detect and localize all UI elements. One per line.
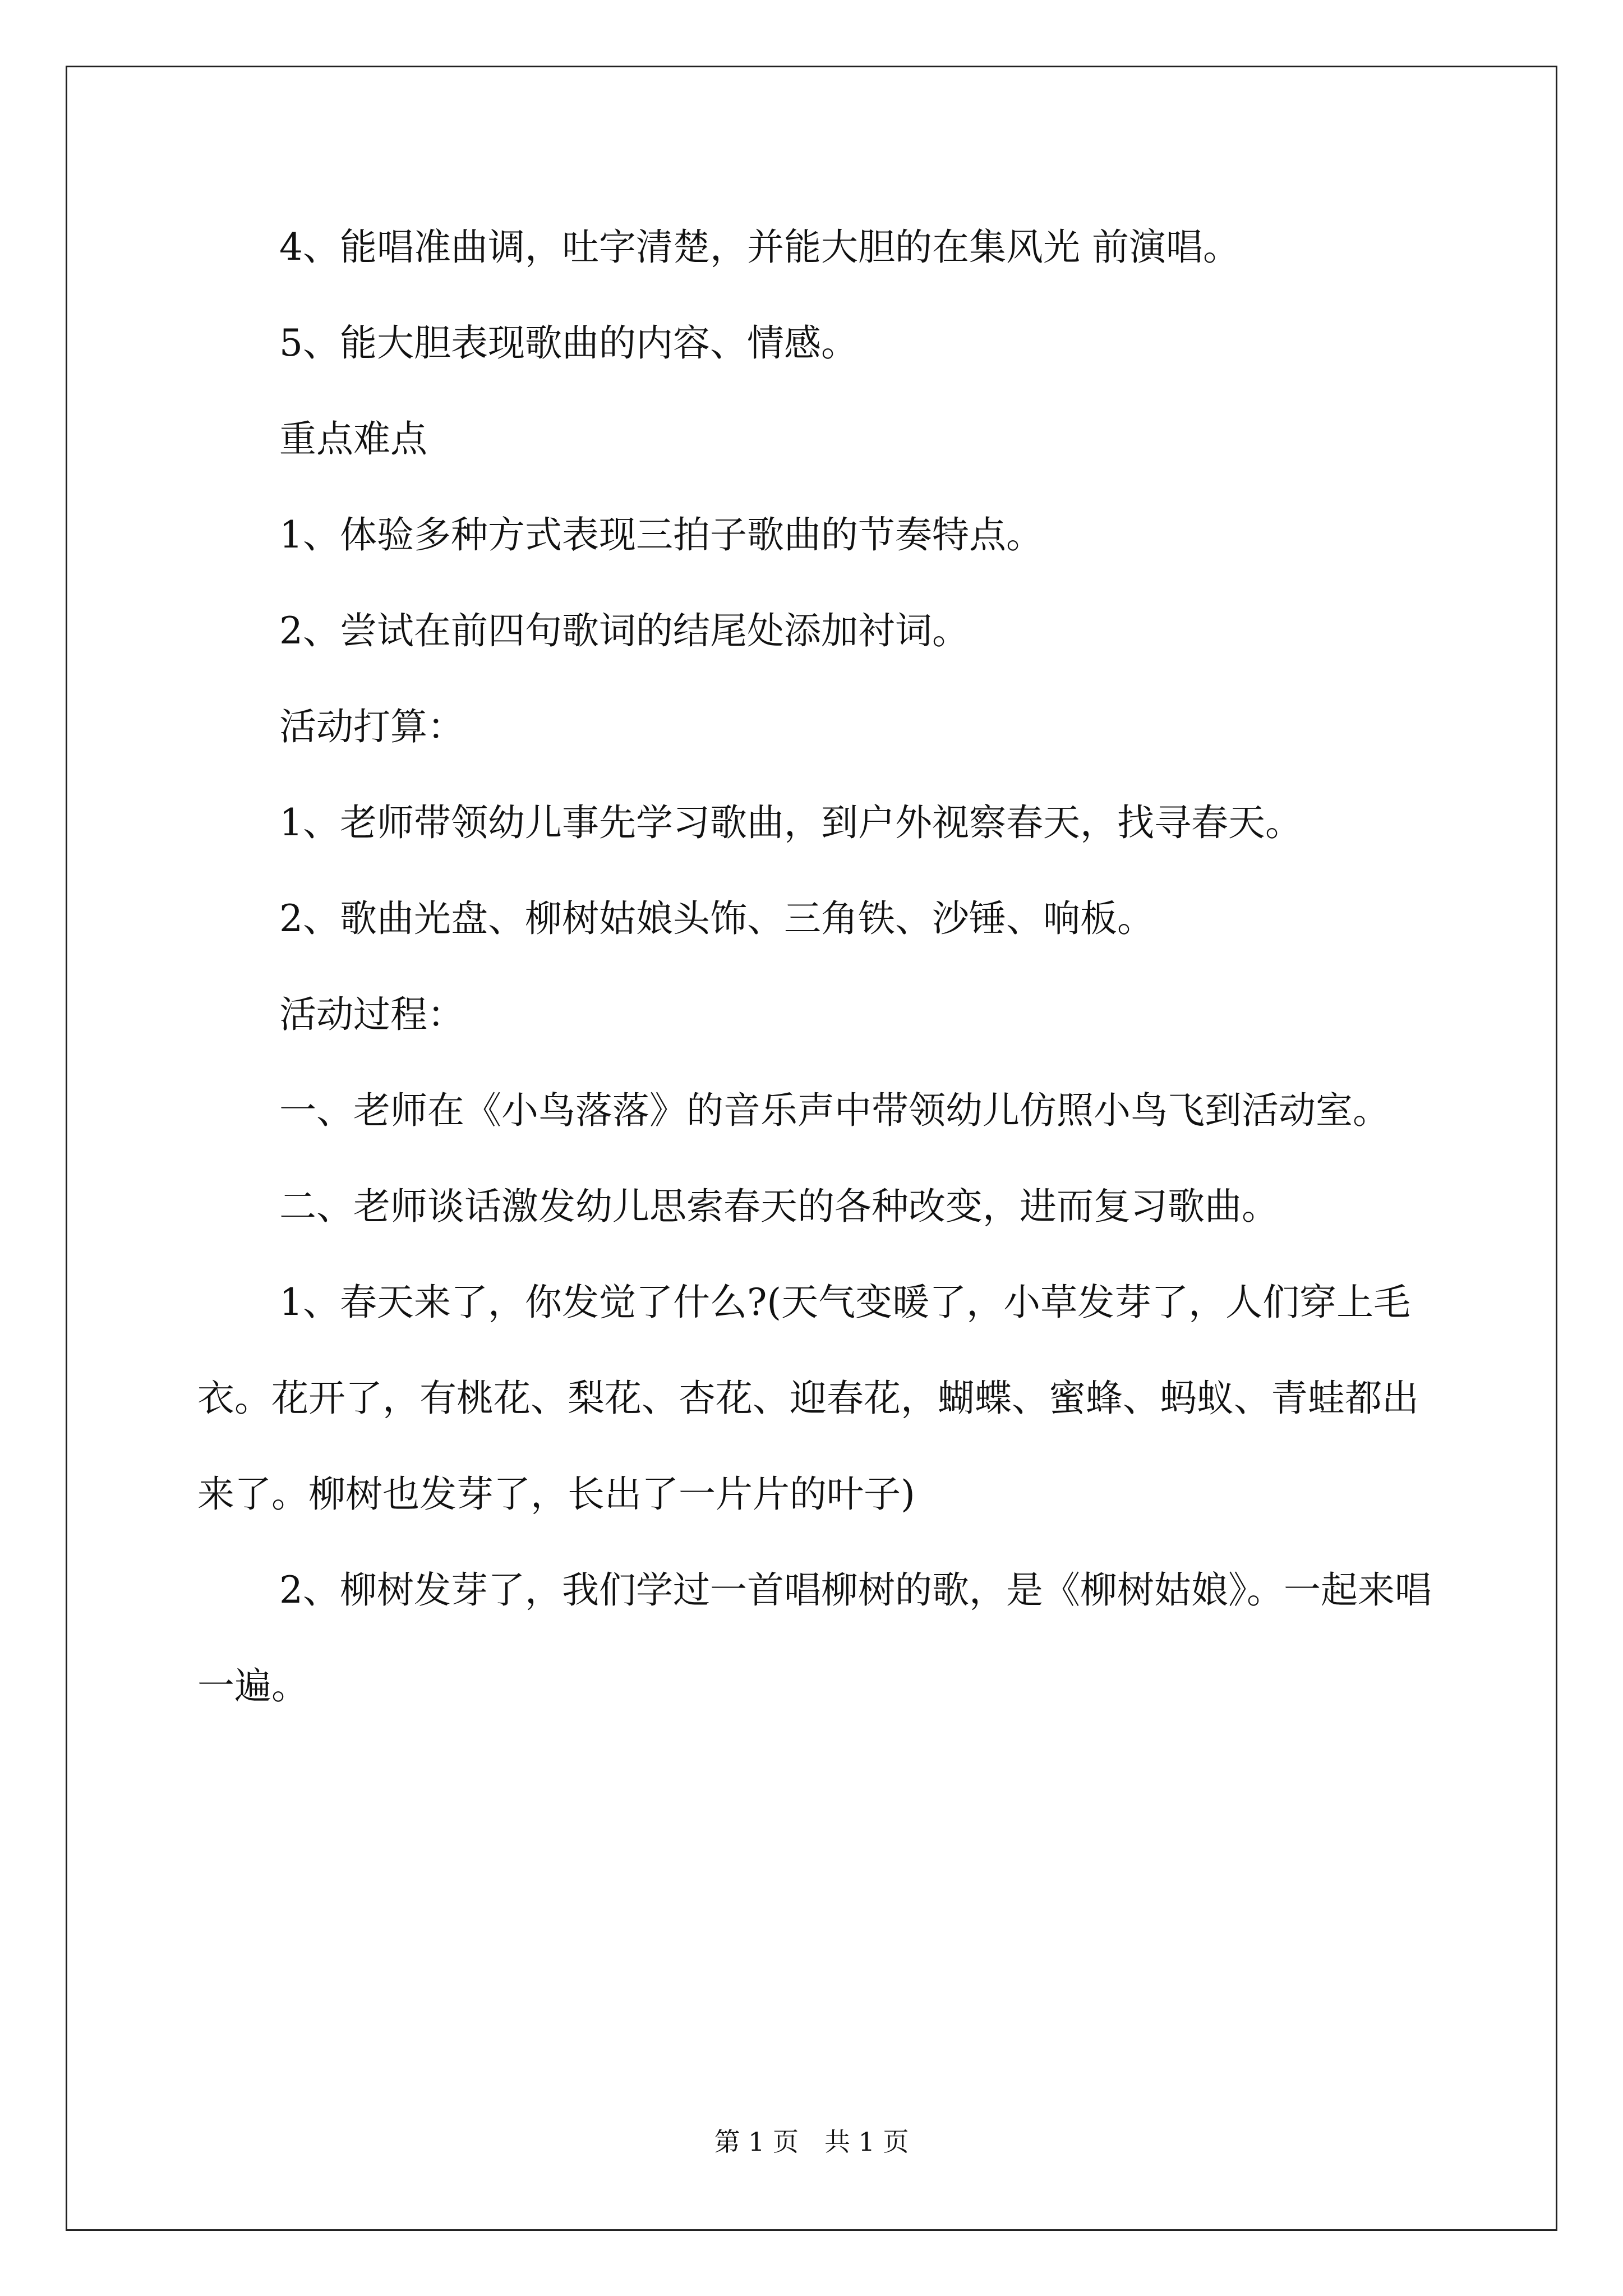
paragraph-1: 4、能唱准曲调，吐字清楚，并能大胆的在集风光 前演唱。	[279, 226, 1240, 269]
paragraph-5: 1、老师带领幼儿事先学习歌曲，到户外视察春天，找寻春天。	[279, 801, 1302, 844]
paragraph-8: 二、老师谈话激发幼儿思索春天的各种改变，进而复习歌曲。	[279, 1185, 1279, 1228]
section-heading-preparation: 活动打算：	[279, 705, 464, 748]
section-heading-process: 活动过程：	[279, 993, 464, 1036]
paragraph-9: 1、春天来了，你发觉了什么?(天气变暖了，小草发芽了，人们穿上毛衣。花开了，有桃花、梨花、杏花、迎春花，蝴蝶、蜜蜂、蚂蚁、青蛙都出来了。柳树也发芽了，长出了一片片的叶子)	[197, 1281, 1419, 1516]
section-heading-key-points: 重点难点	[279, 417, 427, 461]
document-body	[197, 199, 1437, 1734]
paragraph-10: 2、柳树发芽了，我们学过一首唱柳树的歌，是《柳树姑娘》。一起来唱一遍。	[197, 1568, 1432, 1708]
paragraph-6: 2、歌曲光盘、柳树姑娘头饰、三角铁、沙锤、响板。	[279, 897, 1154, 940]
paragraph-7: 一、老师在《小鸟落落》的音乐声中带领幼儿仿照小鸟飞到活动室。	[279, 1089, 1390, 1132]
page-number-footer: 第 1 页 共 1 页	[714, 2127, 909, 2157]
paragraph-4: 2、尝试在前四句歌词的结尾处添加衬词。	[279, 609, 969, 652]
paragraph-2: 5、能大胆表现歌曲的内容、情感。	[279, 321, 858, 365]
paragraph-3: 1、体验多种方式表现三拍子歌曲的节奏特点。	[279, 513, 1043, 556]
